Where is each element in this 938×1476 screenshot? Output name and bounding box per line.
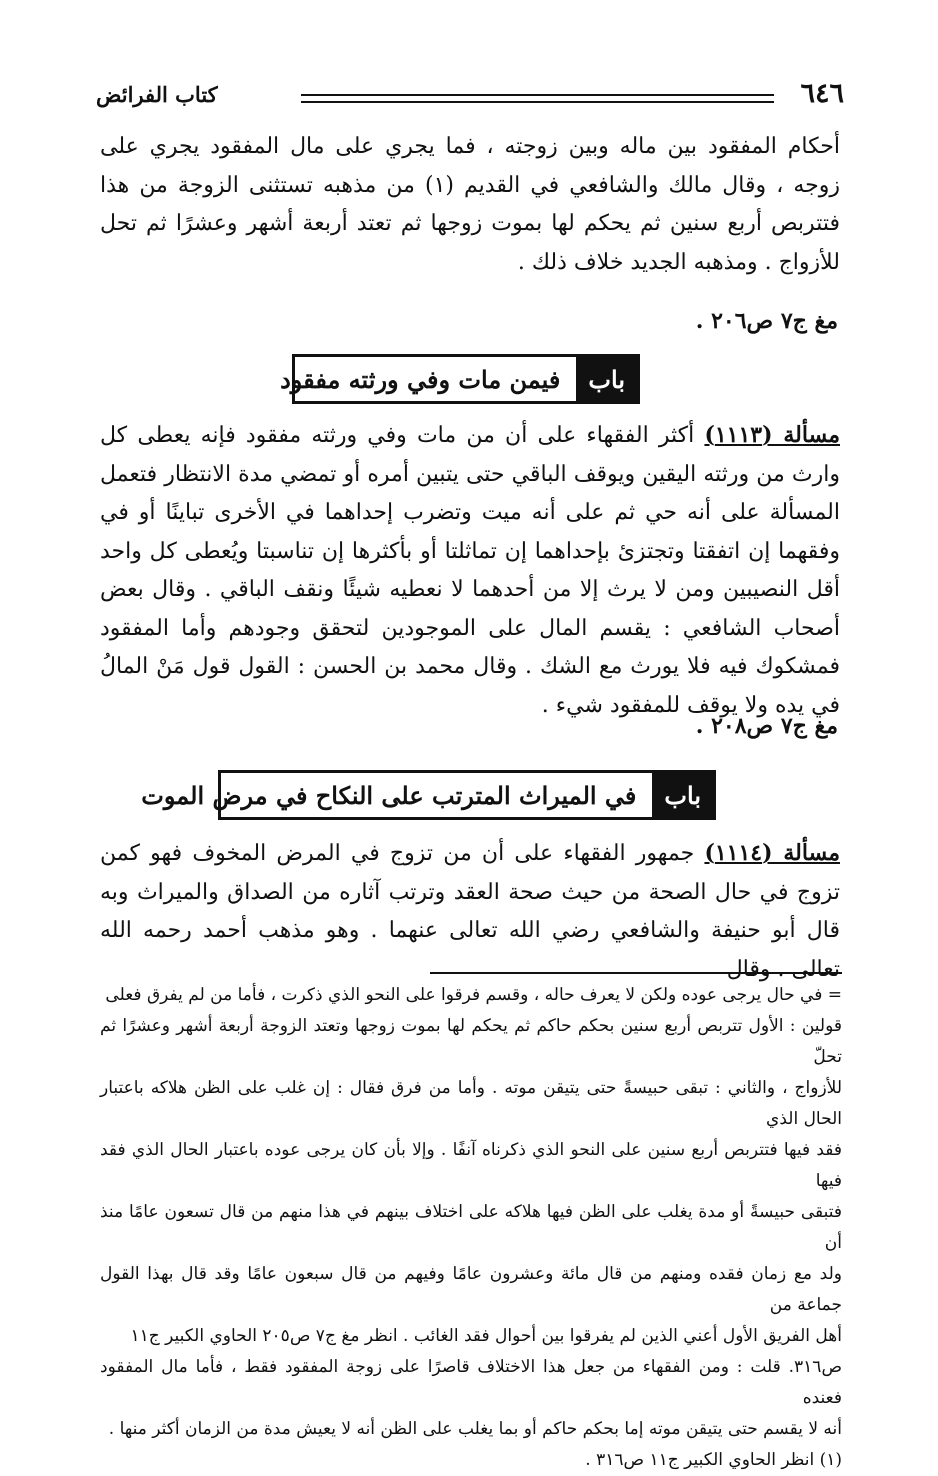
- footnote-line: قولين : الأول تتربص أربع سنين بحكم حاكم ثم يحكم لها بموت زوجها وتعتد الزوجة أربعة أشهر وعشرًا ثم تحلّ: [100, 1016, 842, 1067]
- issue-text: جمهور الفقهاء على أن من تزوج في المرض المخوف فهو كمن تزوج في حال الصحة من حيث صحة العقد وترتب آثاره من الصداق والميراث وبه قال أبو حنيفة والشافعي رضي الله تعالى عنهما . وهو مذهب أحمد رحمه الله تعالى . وقال: [100, 841, 840, 982]
- chapter-heading-1: [280, 354, 640, 404]
- footnote-line: أنه لا يقسم حتى يتيقن موته إما بحكم حاكم أو بما يغلب على الظن أنه لا يعيش مدة من الزمان أكثر منها .: [108, 1419, 842, 1439]
- footnote-line: ولد مع زمان فقده ومنهم من قال مائة وعشرون عامًا وفيهم من قال سبعون عامًا وقد قال بهذا القول جماعة من: [100, 1264, 842, 1315]
- issue-1113: [100, 416, 840, 725]
- issue-label: مسألة (١١١٤): [704, 840, 840, 866]
- footnote-line: للأزواج ، والثاني : تبقى حبيسةً حتى يتيقن موته . وأما من فرق فقال : إن غلب على الظن هلاكه باعتبار الحال الذي: [100, 1078, 842, 1129]
- reference-2: مغ ج٧ ص٢٠٨ .: [695, 713, 838, 739]
- footnote-line: فتبقى حبيسةً أو مدة يغلب على الظن فيها هلاكه على اختلاف بينهم في هذا منهم من قال تسعون عامًا منذ أن: [100, 1202, 843, 1253]
- footnote-line: (١) انظر الحاوي الكبير ج١١ ص٣١٦ .: [585, 1450, 842, 1470]
- footnote-line: = في حال يرجى عوده ولكن لا يعرف حاله ، وقسم فرقوا على النحو الذي ذكرت ، فأما من لم يفرق فعلى: [105, 985, 842, 1005]
- issue-text: أكثر الفقهاء على أن من مات وفي ورثته مفقود فإنه يعطى كل وارث من ورثته اليقين ويوقف الباقي حتى يتبين أمره أو تمضي مدة الانتظار فتعمل المسألة على أنه حي ثم على أنه ميت وتضرب إحداهما في الأخرى تباينًا أو في وفقهما إن اتفقتا وتجتزئ بإحداهما إن تماثلتا أو بأكثرها إن تناسبتا ويُعطى كل واحد أقل النصيبين ومن لا يرث إلا من أحدهما لا نعطيه شيئًا ونقف الباقي . وقال بعض أصحاب الشافعي : يقسم المال على الموجودين لتحقق وجودهم وأما المفقود فمشكوك فيه فلا يورث مع الشك . وقال محمد بن الحسن : القول قول مَنْ المالُ في يده ولا يوقف للمفقود شيء .: [100, 423, 840, 718]
- footnote-separator: [430, 972, 842, 974]
- issue-1114: [100, 834, 840, 989]
- footnote-line: أهل الفريق الأول أعني الذين لم يفرقوا بين أحوال فقد الغائب . انظر مغ ج٧ ص٢٠٥ الحاوي الكبير ج١١: [130, 1326, 842, 1346]
- page-number: ٦٤٦: [800, 78, 844, 109]
- chapter-title: فيمن مات وفي ورثته مفقود: [280, 364, 561, 394]
- footnote-line: ص٣١٦. قلت : ومن الفقهاء من جعل هذا الاختلاف قاصرًا على زوجة المفقود فقط ، فأما مال المفقود فعنده: [100, 1357, 842, 1408]
- chapter-label: باب: [576, 357, 637, 401]
- chapter-heading-2: [141, 770, 716, 820]
- reference-1: مغ ج٧ ص٢٠٦ .: [695, 308, 838, 334]
- opening-paragraph: [100, 128, 840, 282]
- book-title: كتاب الفرائض: [96, 82, 218, 107]
- footnotes: [100, 980, 842, 1476]
- issue-label: مسألة (١١١٣): [704, 422, 840, 448]
- running-head: [96, 78, 844, 118]
- chapter-label: باب: [652, 773, 713, 817]
- chapter-title: في الميراث المترتب على النكاح في مرض الموت: [141, 780, 637, 810]
- header-rule: [301, 94, 774, 103]
- opening-paragraph-text: أحكام المفقود بين ماله وبين زوجته ، فما يجري على مال المفقود يجري على زوجه ، وقال مالك والشافعي في القديم (١) من مذهبه تستثنى الزوجة من هذا فتتربص أربع سنين ثم يحكم لها بموت زوجها ثم تعتد أربعة أشهر وعشرًا ثم تحل للأزواج . ومذهبه الجديد خلاف ذلك .: [100, 134, 840, 275]
- footnote-line: فقد فيها فتتربص أربع سنين على النحو الذي ذكرناه آنفًا . وإلا بأن كان يرجى عوده باعتبار الحال الذي فقد فيها: [100, 1140, 842, 1191]
